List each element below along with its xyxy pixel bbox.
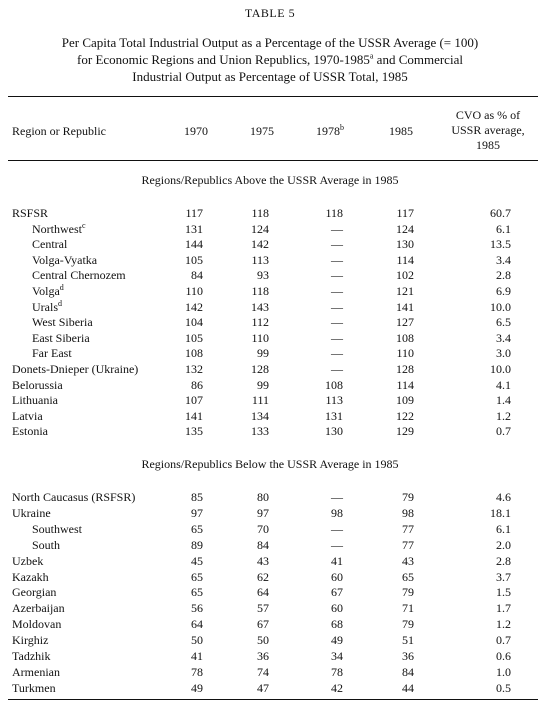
value-1978: 131 bbox=[325, 408, 343, 423]
table-row bbox=[0, 569, 540, 585]
value-cvo: 1.2 bbox=[496, 408, 511, 423]
row-name-text: Moldovan bbox=[12, 617, 62, 632]
value-1978: 60 bbox=[331, 601, 343, 616]
row-name bbox=[32, 236, 67, 252]
value-1975: 74 bbox=[257, 664, 269, 679]
table-row bbox=[0, 648, 540, 664]
row-name bbox=[32, 252, 97, 268]
value-cvo: 6.1 bbox=[496, 521, 511, 536]
value-1970: 85 bbox=[191, 490, 203, 504]
table-row bbox=[0, 267, 540, 283]
table-row bbox=[0, 553, 540, 569]
row-name bbox=[12, 489, 135, 505]
row-name-text: Belorussia bbox=[12, 377, 63, 392]
title-line-1: Per Capita Total Industrial Output as a Percentage of the USSR Average (= 100) bbox=[61, 35, 479, 50]
value-1970: 104 bbox=[185, 315, 203, 330]
value-1975: 36 bbox=[257, 649, 269, 663]
value-1970: 105 bbox=[185, 330, 203, 345]
value-1978: — bbox=[331, 537, 343, 552]
section-below-heading: Regions/Republics Below the USSR Average in 1985 bbox=[141, 457, 399, 471]
value-cvo: 0.6 bbox=[496, 649, 511, 663]
value-1975: 62 bbox=[257, 569, 269, 584]
row-name bbox=[32, 267, 126, 283]
table-row bbox=[0, 205, 540, 221]
value-1985: 129 bbox=[396, 424, 414, 439]
table-row bbox=[0, 299, 540, 315]
row-name-text: RSFSR bbox=[12, 206, 49, 220]
row-name-text: Volga bbox=[32, 284, 60, 298]
value-1985: 114 bbox=[396, 377, 414, 392]
table-row bbox=[0, 537, 540, 553]
row-name bbox=[12, 553, 43, 569]
value-1975: 99 bbox=[257, 377, 269, 392]
row-name bbox=[12, 632, 48, 648]
row-name bbox=[12, 569, 49, 585]
value-1975: 70 bbox=[257, 521, 269, 536]
value-1970: 89 bbox=[191, 537, 203, 552]
value-cvo: 1.5 bbox=[496, 585, 511, 600]
row-name bbox=[32, 345, 72, 361]
row-name-text: Central Chernozem bbox=[32, 268, 126, 283]
footnote-marker: d bbox=[59, 283, 64, 292]
row-name bbox=[12, 408, 43, 424]
value-1978: — bbox=[331, 346, 343, 361]
row-name-text: Urals bbox=[32, 299, 58, 314]
value-1978: 98 bbox=[331, 505, 343, 520]
footnote-marker: d bbox=[58, 298, 62, 308]
value-1970: 142 bbox=[185, 299, 203, 314]
value-1985: 124 bbox=[396, 221, 414, 236]
value-1978: 130 bbox=[325, 424, 343, 439]
table-row bbox=[0, 283, 540, 299]
title-line-2 bbox=[20, 51, 520, 68]
table-row bbox=[0, 345, 540, 361]
value-1978: 68 bbox=[331, 617, 343, 632]
table-row bbox=[0, 221, 540, 237]
value-cvo: 10.0 bbox=[490, 299, 511, 314]
value-1985: 79 bbox=[402, 585, 414, 600]
value-1978: 42 bbox=[331, 680, 343, 695]
value-1985: 122 bbox=[396, 408, 414, 423]
row-name bbox=[32, 330, 90, 346]
value-1978: 34 bbox=[331, 649, 343, 663]
value-cvo: 1.2 bbox=[496, 617, 511, 632]
value-1985: 109 bbox=[396, 393, 414, 408]
value-cvo: 60.7 bbox=[490, 206, 511, 220]
row-name-text: Kirghiz bbox=[12, 633, 49, 648]
value-1978: — bbox=[331, 268, 343, 283]
row-name bbox=[12, 392, 58, 408]
value-1975: 142 bbox=[251, 237, 269, 252]
value-1978: — bbox=[331, 237, 343, 252]
value-cvo: 0.7 bbox=[496, 633, 511, 648]
row-name-text: West Siberia bbox=[32, 315, 93, 330]
value-1975: 47 bbox=[257, 680, 269, 695]
row-name bbox=[12, 680, 56, 696]
row-name bbox=[32, 537, 60, 553]
value-1975: 43 bbox=[257, 553, 269, 568]
value-cvo: 6.9 bbox=[496, 284, 511, 298]
value-1970: 84 bbox=[191, 268, 203, 283]
value-cvo: 1.7 bbox=[496, 601, 511, 616]
row-name bbox=[12, 584, 56, 600]
value-1985: 77 bbox=[402, 537, 414, 552]
value-1975: 50 bbox=[257, 633, 269, 648]
table-row bbox=[0, 408, 540, 424]
value-1985: 127 bbox=[396, 315, 414, 330]
value-1975: 133 bbox=[251, 424, 269, 439]
value-1985: 36 bbox=[402, 649, 414, 663]
row-name bbox=[12, 361, 138, 377]
value-1978: — bbox=[331, 330, 343, 345]
row-name-text: Georgian bbox=[12, 585, 57, 600]
row-name bbox=[12, 205, 48, 221]
bottom-rule bbox=[8, 699, 538, 700]
header-cvo-line-1: CVO as % of bbox=[455, 108, 521, 122]
value-1975: 143 bbox=[251, 299, 269, 314]
value-1970: 45 bbox=[191, 553, 203, 568]
value-1970: 56 bbox=[191, 601, 203, 616]
value-1978: — bbox=[331, 221, 343, 236]
table-row bbox=[0, 632, 540, 648]
value-cvo: 2.0 bbox=[496, 537, 511, 552]
value-1985: 108 bbox=[396, 330, 414, 345]
table-row bbox=[0, 361, 540, 377]
value-1970: 78 bbox=[191, 664, 203, 679]
value-1975: 128 bbox=[251, 362, 269, 376]
row-name bbox=[12, 377, 63, 393]
value-1985: 128 bbox=[396, 362, 414, 376]
value-cvo: 0.5 bbox=[496, 680, 511, 695]
section-above-heading: Regions/Republics Above the USSR Average in 1985 bbox=[141, 173, 399, 187]
row-name-text: Latvia bbox=[12, 408, 43, 423]
header-1970: 1970 bbox=[184, 124, 208, 138]
value-cvo: 3.0 bbox=[496, 346, 511, 361]
value-1970: 108 bbox=[185, 346, 203, 361]
footnote-marker-b: b bbox=[340, 123, 344, 132]
value-1975: 64 bbox=[257, 585, 269, 600]
row-name-text: Central bbox=[32, 237, 68, 252]
row-name-text: Donets-Dnieper (Ukraine) bbox=[12, 362, 139, 376]
table-row bbox=[0, 314, 540, 330]
value-1985: 117 bbox=[396, 206, 414, 220]
row-name-text: Lithuania bbox=[12, 393, 58, 408]
header-region: Region or Republic bbox=[12, 124, 106, 138]
row-name-text: Tadzhik bbox=[12, 649, 51, 663]
value-1985: 71 bbox=[402, 601, 414, 616]
value-cvo: 3.7 bbox=[496, 569, 511, 584]
table-row bbox=[0, 664, 540, 680]
value-1975: 113 bbox=[251, 252, 269, 267]
value-1978: — bbox=[331, 299, 343, 314]
row-name-text: East Siberia bbox=[32, 330, 90, 345]
row-name-text: Azerbaijan bbox=[12, 601, 65, 616]
value-1970: 41 bbox=[191, 649, 203, 663]
row-name bbox=[32, 521, 82, 537]
value-1970: 49 bbox=[191, 680, 203, 695]
value-1975: 97 bbox=[257, 505, 269, 520]
value-1975: 134 bbox=[251, 408, 269, 423]
table-row bbox=[0, 616, 540, 632]
value-1970: 97 bbox=[191, 505, 203, 520]
row-name-text: Ukraine bbox=[12, 505, 51, 520]
value-1975: 112 bbox=[251, 315, 269, 330]
value-1975: 111 bbox=[251, 393, 269, 408]
table-row bbox=[0, 330, 540, 346]
table-row bbox=[0, 236, 540, 252]
value-1970: 105 bbox=[185, 252, 203, 267]
row-name bbox=[32, 283, 64, 299]
row-name bbox=[12, 664, 60, 680]
value-1975: 99 bbox=[257, 346, 269, 361]
value-1985: 77 bbox=[402, 521, 414, 536]
value-1970: 65 bbox=[191, 585, 203, 600]
value-1970: 144 bbox=[185, 237, 203, 252]
value-cvo: 4.6 bbox=[496, 490, 511, 504]
row-name bbox=[12, 616, 61, 632]
header-rule bbox=[8, 160, 538, 161]
value-1970: 110 bbox=[185, 284, 203, 298]
value-cvo: 1.4 bbox=[496, 393, 511, 408]
value-1985: 98 bbox=[402, 505, 414, 520]
value-cvo: 3.4 bbox=[496, 252, 511, 267]
row-name-text: Turkmen bbox=[12, 680, 56, 695]
value-1975: 110 bbox=[251, 330, 269, 345]
value-1978: 49 bbox=[331, 633, 343, 648]
value-1975: 80 bbox=[257, 490, 269, 504]
value-1985: 110 bbox=[396, 346, 414, 361]
row-name-text: Armenian bbox=[12, 664, 60, 679]
value-1975: 118 bbox=[251, 284, 269, 298]
row-name-text: Uzbek bbox=[12, 553, 44, 568]
row-name-text: Kazakh bbox=[12, 569, 49, 584]
header-1978 bbox=[300, 124, 360, 139]
table-row bbox=[0, 489, 540, 505]
value-cvo: 6.5 bbox=[496, 315, 511, 330]
title-line-2-text: for Economic Regions and Union Republics, 1970-1985 bbox=[77, 52, 370, 67]
value-1985: 121 bbox=[396, 284, 414, 298]
value-1985: 79 bbox=[402, 490, 414, 504]
header-1978-text: 1978 bbox=[316, 124, 340, 138]
table-label: TABLE 5 bbox=[244, 6, 296, 20]
header-1985: 1985 bbox=[389, 124, 413, 138]
value-1975: 124 bbox=[251, 221, 269, 236]
row-name-text: North Caucasus (RSFSR) bbox=[12, 490, 136, 504]
table-row bbox=[0, 600, 540, 616]
value-1978: 113 bbox=[325, 393, 343, 408]
value-1985: 102 bbox=[396, 268, 414, 283]
value-1978: — bbox=[331, 362, 343, 376]
value-cvo: 6.1 bbox=[496, 221, 511, 236]
value-1985: 84 bbox=[402, 664, 414, 679]
table-row bbox=[0, 521, 540, 537]
value-1975: 67 bbox=[257, 617, 269, 632]
row-name-text: Southwest bbox=[32, 521, 83, 536]
value-1985: 44 bbox=[402, 680, 414, 695]
row-name bbox=[12, 648, 50, 664]
row-name bbox=[32, 299, 62, 315]
value-cvo: 18.1 bbox=[490, 505, 511, 520]
value-1985: 130 bbox=[396, 237, 414, 252]
row-name-text: Estonia bbox=[12, 424, 48, 439]
row-name bbox=[12, 600, 65, 616]
title-line-3: Industrial Output as Percentage of USSR Total, 1985 bbox=[132, 69, 408, 84]
value-1970: 141 bbox=[185, 408, 203, 423]
row-name-text: Volga-Vyatka bbox=[32, 252, 98, 267]
value-1970: 65 bbox=[191, 521, 203, 536]
value-1985: 65 bbox=[402, 569, 414, 584]
row-name bbox=[32, 314, 93, 330]
value-1985: 51 bbox=[402, 633, 414, 648]
value-cvo: 4.1 bbox=[496, 377, 511, 392]
footnote-marker: c bbox=[82, 220, 86, 230]
value-cvo: 0.7 bbox=[496, 424, 511, 439]
value-cvo: 13.5 bbox=[490, 237, 511, 252]
value-1970: 64 bbox=[191, 617, 203, 632]
title-line-2-end: and Commercial bbox=[373, 52, 463, 67]
value-1985: 141 bbox=[396, 299, 414, 314]
value-1975: 57 bbox=[257, 601, 269, 616]
table-row bbox=[0, 377, 540, 393]
value-1970: 117 bbox=[185, 206, 203, 220]
value-1985: 43 bbox=[402, 553, 414, 568]
value-1970: 86 bbox=[191, 377, 203, 392]
value-1978: — bbox=[331, 490, 343, 504]
table-title bbox=[20, 34, 520, 85]
table-row bbox=[0, 423, 540, 439]
value-cvo: 1.0 bbox=[496, 664, 511, 679]
value-1978: 67 bbox=[331, 585, 343, 600]
value-1978: — bbox=[331, 252, 343, 267]
row-name bbox=[32, 221, 86, 237]
row-name-text: Far East bbox=[32, 346, 72, 361]
value-1975: 118 bbox=[251, 206, 269, 220]
value-1975: 93 bbox=[257, 268, 269, 283]
header-cvo-line-3: 1985 bbox=[476, 138, 500, 152]
value-1978: 118 bbox=[325, 206, 343, 220]
value-1970: 132 bbox=[185, 362, 203, 376]
value-cvo: 3.4 bbox=[496, 330, 511, 345]
value-1970: 107 bbox=[185, 393, 203, 408]
value-1978: 108 bbox=[325, 377, 343, 392]
value-cvo: 10.0 bbox=[490, 362, 511, 376]
value-1978: — bbox=[331, 521, 343, 536]
value-1978: — bbox=[331, 284, 343, 298]
row-name bbox=[12, 505, 51, 521]
header-cvo-line-2: USSR average, bbox=[451, 123, 525, 137]
value-1970: 65 bbox=[191, 569, 203, 584]
table-row bbox=[0, 392, 540, 408]
table-row bbox=[0, 584, 540, 600]
row-name-text: South bbox=[32, 537, 61, 552]
table-row bbox=[0, 680, 540, 696]
value-1970: 131 bbox=[185, 221, 203, 236]
header-cvo bbox=[440, 108, 536, 153]
row-name-text: Northwest bbox=[32, 221, 82, 236]
value-1975: 84 bbox=[257, 537, 269, 552]
footnote-marker-a: a bbox=[369, 51, 374, 61]
value-1970: 135 bbox=[185, 424, 203, 439]
value-1978: 41 bbox=[331, 553, 343, 568]
value-1978: 78 bbox=[331, 664, 343, 679]
table-row bbox=[0, 252, 540, 268]
value-cvo: 2.8 bbox=[496, 553, 511, 568]
header-1975: 1975 bbox=[250, 124, 274, 138]
value-1978: 60 bbox=[331, 569, 343, 584]
table-row bbox=[0, 505, 540, 521]
top-rule bbox=[8, 96, 538, 97]
value-1985: 114 bbox=[396, 252, 414, 267]
value-cvo: 2.8 bbox=[496, 268, 511, 283]
row-name bbox=[12, 423, 48, 439]
value-1970: 50 bbox=[191, 633, 203, 648]
value-1985: 79 bbox=[402, 617, 414, 632]
value-1978: — bbox=[331, 315, 343, 330]
